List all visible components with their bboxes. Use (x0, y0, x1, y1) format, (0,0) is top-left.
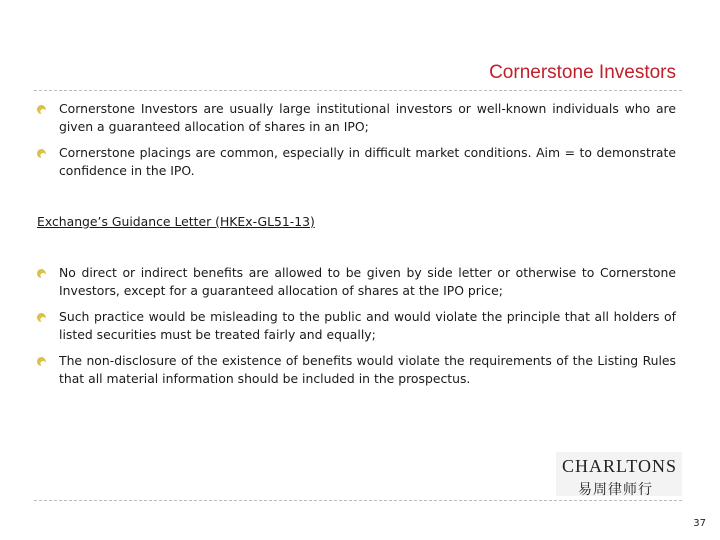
guidance-section (36, 264, 676, 396)
bullet-text: The non-disclosure of the existence of benefits would violate the requirements of the Listing Rules that all material information should be included in the prospectus. (59, 353, 676, 386)
bullet-item (36, 352, 676, 388)
bullet-text: Such practice would be misleading to the public and would violate the principle that all holders of listed securities must be treated fairly and equally; (59, 309, 676, 342)
logo-chinese-text: 易周律师行 (578, 482, 653, 498)
bullet-item (36, 264, 676, 300)
slide-title: Cornerstone Investors (489, 62, 676, 83)
fleuron-bullet-icon (36, 148, 47, 159)
fleuron-bullet-icon (36, 312, 47, 323)
logo-english-text: CHARLTONS (562, 456, 678, 476)
bullet-text: No direct or indirect benefits are allowed to be given by side letter or otherwise to Cornerstone Investors, except for a guaranteed allocation of shares at the IPO price; (59, 265, 676, 298)
top-divider (34, 90, 682, 91)
intro-bullet-list (36, 100, 676, 180)
bullet-text: Cornerstone placings are common, especially in difficult market conditions. Aim = to demonstrate confidence in the IPO. (59, 145, 676, 178)
fleuron-bullet-icon (36, 356, 47, 367)
intro-section (36, 100, 676, 188)
page-number: 37 (693, 518, 706, 529)
fleuron-bullet-icon (36, 268, 47, 279)
guidance-letter-heading: Exchange’s Guidance Letter (HKEx-GL51-13) (37, 214, 315, 229)
bullet-item (36, 100, 676, 136)
bullet-text: Cornerstone Investors are usually large institutional investors or well-known individuals who are given a guaranteed allocation of shares in an IPO; (59, 101, 676, 134)
charltons-logo (556, 452, 682, 496)
bullet-item (36, 308, 676, 344)
guidance-bullet-list (36, 264, 676, 388)
bullet-item (36, 144, 676, 180)
fleuron-bullet-icon (36, 104, 47, 115)
bottom-divider (34, 500, 682, 501)
